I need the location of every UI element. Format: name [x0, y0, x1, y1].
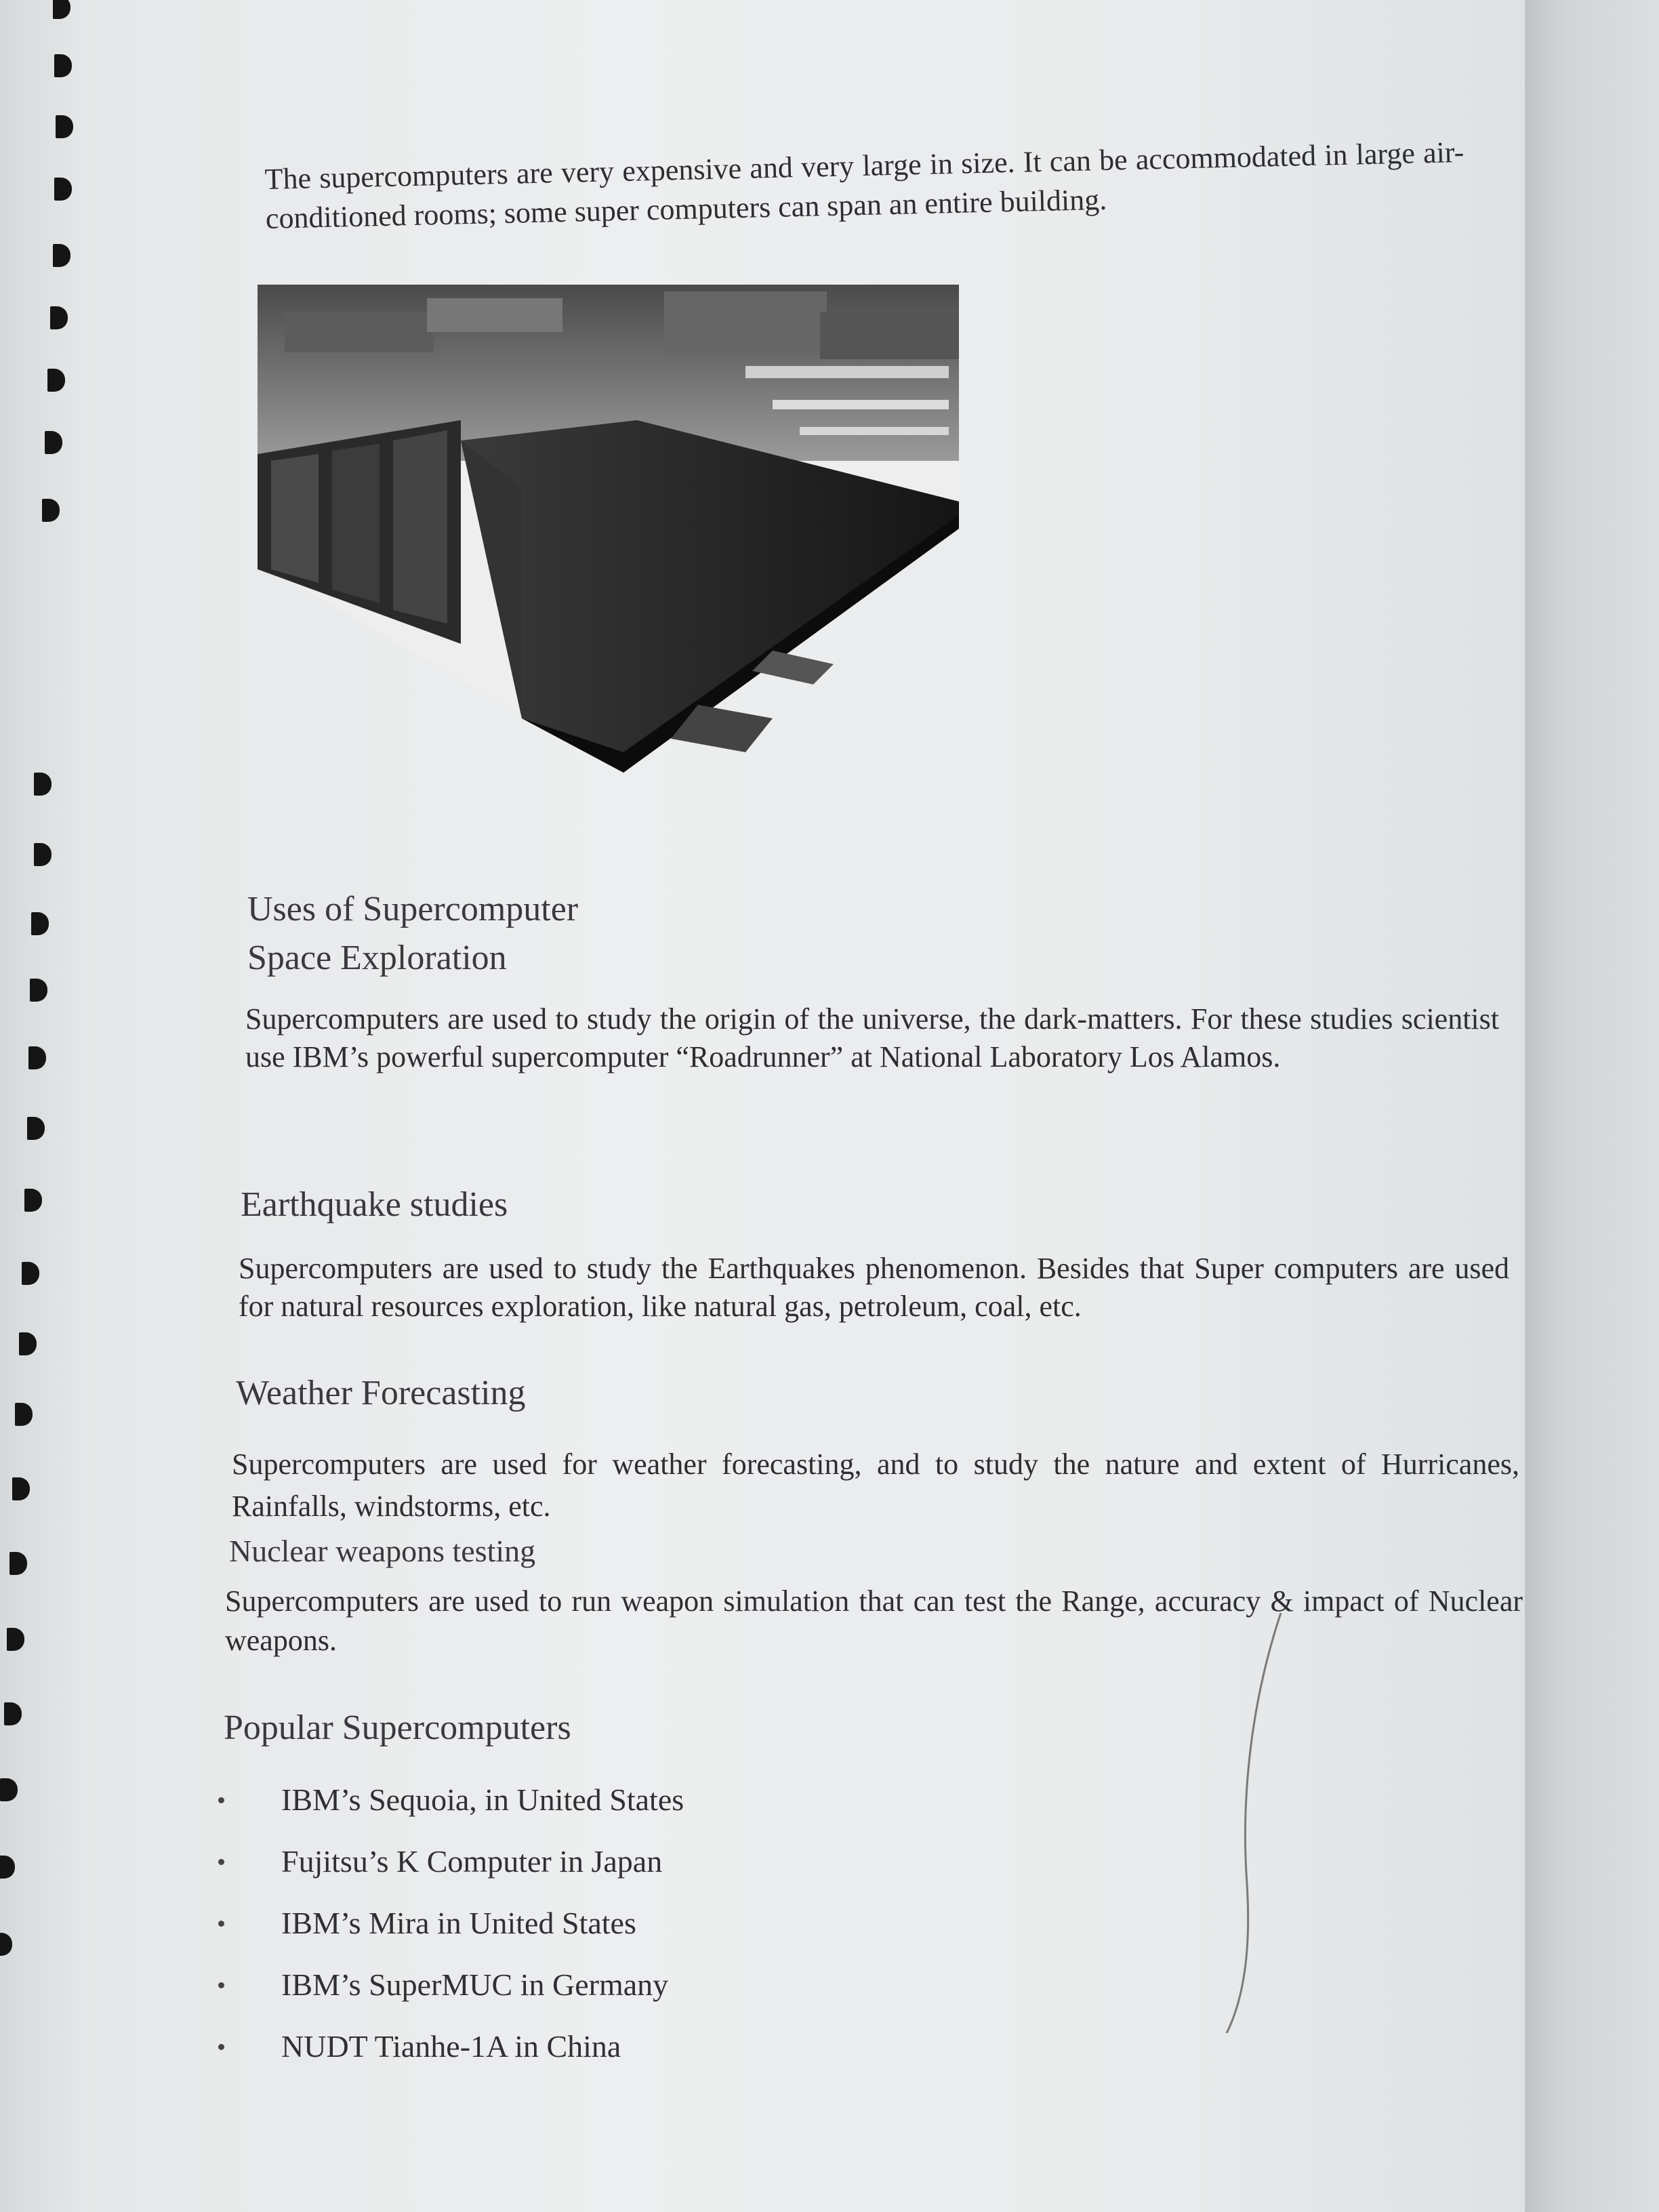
list-item: [210, 1954, 684, 2015]
popular-list: [210, 1769, 684, 2077]
list-item-text: Fujitsu’s K Computer in Japan: [281, 1844, 663, 1879]
list-item-text: IBM’s SuperMUC in Germany: [281, 1967, 669, 2002]
earthquake-heading: Earthquake studies: [241, 1185, 508, 1224]
nuclear-paragraph: Supercomputers are used to run weapon simulation that can test the Range, accuracy & impact of Nuclear weapons.: [225, 1584, 1523, 1657]
page-edge-shadow: [1525, 0, 1659, 2212]
bullet-icon: [218, 1921, 224, 1927]
uses-heading: Uses of Supercomputer: [247, 890, 579, 928]
supercomputer-room-photo: [258, 285, 959, 773]
weather-paragraph: Supercomputers are used for weather forecasting, and to study the nature and extent of Hurricanes, Rainfalls, windstorms, etc.: [232, 1448, 1519, 1523]
weather-heading: Weather Forecasting: [236, 1374, 526, 1412]
list-item: [210, 1892, 684, 1954]
bullet-icon: [218, 1982, 224, 1988]
bullet-icon: [218, 2044, 224, 2050]
space-exploration-paragraph: Supercomputers are used to study the origin of the universe, the dark-matters. For these studies scientist use IBM’s powerful supercomputer “Roadrunner” at National Laboratory Los Alamos.: [245, 1002, 1499, 1073]
bullet-icon: [218, 1859, 224, 1865]
pen-stroke-mark: [1213, 1613, 1294, 2033]
list-item: [210, 2015, 684, 2077]
nuclear-heading: Nuclear weapons testing: [229, 1534, 536, 1568]
popular-heading: Popular Supercomputers: [224, 1708, 571, 1747]
intro-paragraph: The supercomputers are very expensive and very large in size. It can be accommodated in large air-conditioned rooms; some super computers can span an entire building.: [264, 135, 1465, 235]
earthquake-paragraph: Supercomputers are used to study the Earthquakes phenomenon. Besides that Super computers are used for natural resources exploration, like natural gas, petroleum, coal, etc.: [239, 1252, 1509, 1323]
list-item-text: IBM’s Mira in United States: [281, 1906, 636, 1940]
list-item-text: NUDT Tianhe-1A in China: [281, 2029, 621, 2064]
list-item-text: IBM’s Sequoia, in United States: [281, 1782, 684, 1817]
bullet-icon: [218, 1797, 224, 1803]
list-item: [210, 1769, 684, 1830]
list-item: [210, 1830, 684, 1892]
space-exploration-heading: Space Exploration: [247, 939, 507, 977]
